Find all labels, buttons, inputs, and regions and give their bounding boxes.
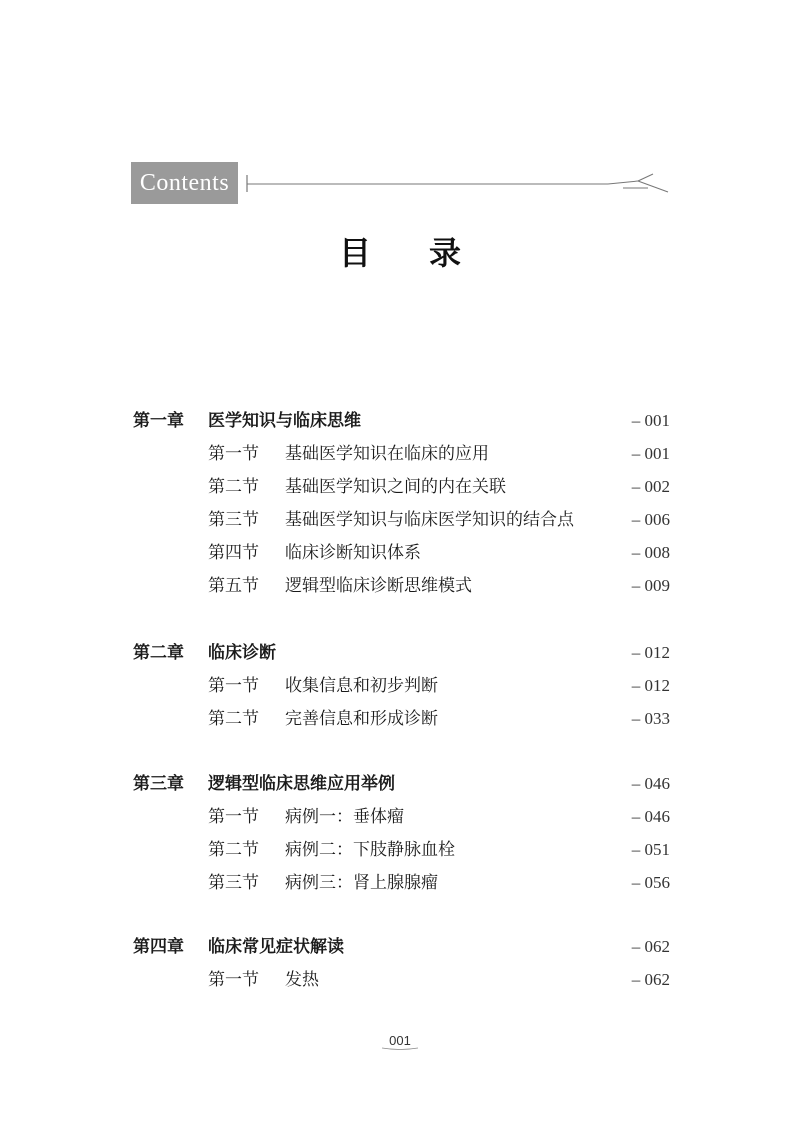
chapter-page-number: – 001 xyxy=(631,411,670,430)
section-page-number: – 009 xyxy=(631,576,670,595)
chapter-page-number: – 062 xyxy=(631,937,670,956)
section-row[interactable] xyxy=(0,571,800,601)
chapter-page-number: – 046 xyxy=(631,774,670,793)
section-title: 发热 xyxy=(285,970,319,990)
section-number: 第一节 xyxy=(208,807,259,827)
section-title: 逻辑型临床诊断思维模式 xyxy=(285,576,472,596)
section-number: 第一节 xyxy=(208,970,259,990)
section-title: 病例一：垂体瘤 xyxy=(285,807,404,827)
chapter-number: 第一章 xyxy=(133,411,184,431)
section-row[interactable] xyxy=(0,671,800,701)
section-title: 基础医学知识之间的内在关联 xyxy=(285,477,506,497)
section-row[interactable] xyxy=(0,965,800,995)
section-number: 第四节 xyxy=(208,543,259,563)
section-title: 病例二：下肢静脉血栓 xyxy=(285,840,455,860)
section-row[interactable] xyxy=(0,472,800,502)
chapter-number: 第四章 xyxy=(133,937,184,957)
section-row[interactable] xyxy=(0,704,800,734)
section-row[interactable] xyxy=(0,802,800,832)
section-page-number: – 002 xyxy=(631,477,670,496)
section-number: 第五节 xyxy=(208,576,259,596)
chapter-row[interactable] xyxy=(0,638,800,668)
page-title: 目录 xyxy=(338,234,519,272)
section-number: 第一节 xyxy=(208,444,259,464)
section-title: 完善信息和形成诊断 xyxy=(285,709,438,729)
chapter-number: 第二章 xyxy=(133,643,184,663)
section-row[interactable] xyxy=(0,538,800,568)
chapter-row[interactable] xyxy=(0,932,800,962)
contents-header-label: Contents xyxy=(139,169,230,196)
chapter-row[interactable] xyxy=(0,406,800,436)
section-title: 收集信息和初步判断 xyxy=(285,676,438,696)
section-title: 基础医学知识与临床医学知识的结合点 xyxy=(285,510,574,530)
chapter-title: 医学知识与临床思维 xyxy=(208,411,361,431)
section-number: 第一节 xyxy=(208,676,259,696)
section-number: 第三节 xyxy=(208,873,259,893)
section-title: 基础医学知识在临床的应用 xyxy=(285,444,489,464)
section-page-number: – 008 xyxy=(631,543,670,562)
section-number: 第二节 xyxy=(208,840,259,860)
chapter-page-number: – 012 xyxy=(631,643,670,662)
section-number: 第二节 xyxy=(208,709,259,729)
section-title: 病例三：肾上腺腺瘤 xyxy=(285,873,438,893)
section-row[interactable] xyxy=(0,835,800,865)
chapter-title: 临床诊断 xyxy=(208,643,276,663)
footer-underline xyxy=(382,1047,418,1051)
chapter-number: 第三章 xyxy=(133,774,184,794)
section-page-number: – 001 xyxy=(631,444,670,463)
section-number: 第三节 xyxy=(208,510,259,530)
section-page-number: – 056 xyxy=(631,873,670,892)
section-page-number: – 006 xyxy=(631,510,670,529)
section-number: 第二节 xyxy=(208,477,259,497)
chapter-row[interactable] xyxy=(0,769,800,799)
chapter-title: 逻辑型临床思维应用举例 xyxy=(208,774,395,794)
footer-page-number: 001 xyxy=(389,1033,411,1048)
section-page-number: – 033 xyxy=(631,709,670,728)
section-row[interactable] xyxy=(0,439,800,469)
chapter-title: 临床常见症状解读 xyxy=(208,937,344,957)
section-page-number: – 012 xyxy=(631,676,670,695)
section-page-number: – 051 xyxy=(631,840,670,859)
section-page-number: – 046 xyxy=(631,807,670,826)
section-row[interactable] xyxy=(0,505,800,535)
section-page-number: – 062 xyxy=(631,970,670,989)
section-title: 临床诊断知识体系 xyxy=(285,543,421,563)
section-row[interactable] xyxy=(0,868,800,898)
